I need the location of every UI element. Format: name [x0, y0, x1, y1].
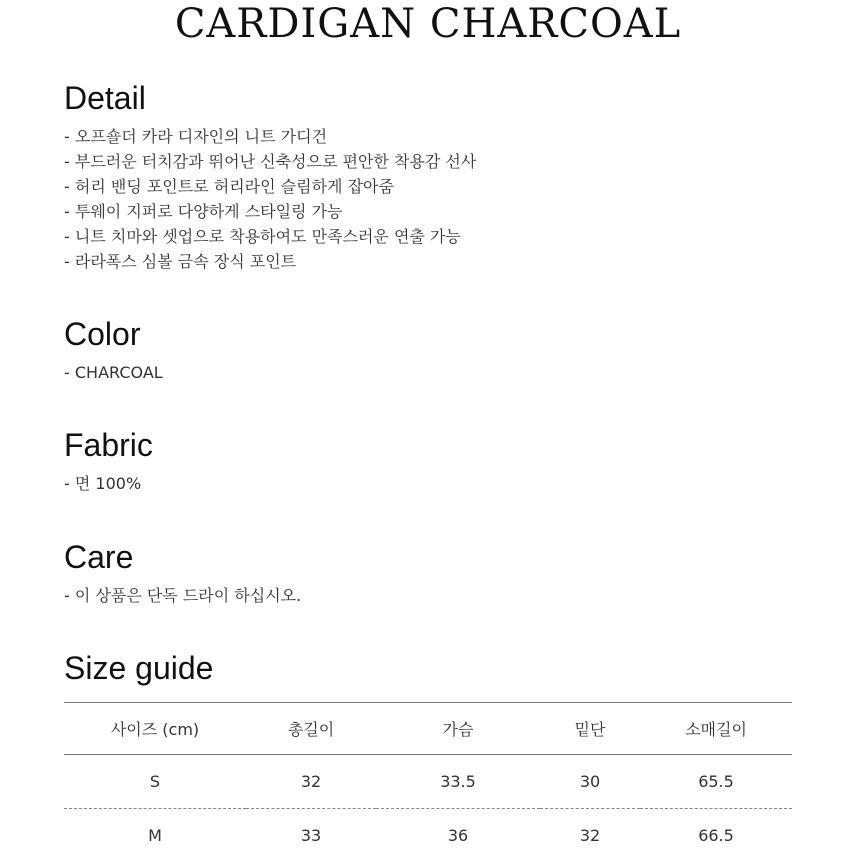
detail-item: - 라라폭스 심볼 금속 장식 포인트 [64, 252, 297, 271]
size-table-body [64, 755, 792, 863]
care-heading: Care [64, 539, 134, 575]
table-cell-chest: 36 [447, 826, 469, 846]
detail-heading: Detail [64, 80, 146, 116]
table-cell-size: M [148, 826, 162, 846]
color-section [64, 316, 804, 385]
fabric-list [64, 471, 804, 496]
care-item: - 이 상품은 단독 드라이 하십시오. [64, 586, 302, 605]
table-row [64, 755, 792, 809]
detail-item: - 니트 치마와 셋업으로 착용하여도 만족스러운 연출 가능 [64, 227, 461, 246]
fabric-section [64, 427, 804, 496]
detail-item: - 투웨이 지퍼로 다양하게 스타일링 가능 [64, 202, 343, 221]
detail-item: - 허리 밴딩 포인트로 허리라인 슬림하게 잡아줌 [64, 177, 394, 196]
column-header-chest: 가슴 [376, 703, 540, 755]
fabric-heading: Fabric [64, 427, 153, 463]
detail-section [64, 80, 804, 274]
table-cell-size: S [64, 755, 246, 809]
table-cell-hem: 30 [540, 755, 640, 809]
table-cell-chest: 33.5 [376, 755, 540, 809]
table-cell-total-length: 32 [246, 755, 376, 809]
column-header-total-length: 총길이 [246, 703, 376, 755]
table-cell-total-length: 33 [300, 826, 322, 846]
fabric-item: - 면 100% [64, 474, 142, 493]
detail-list [64, 124, 804, 274]
column-header-sleeve-length: 소매길이 [640, 703, 792, 755]
table-cell-sleeve-length: 65.5 [640, 755, 792, 809]
care-list [64, 583, 804, 608]
color-item: - CHARCOAL [64, 363, 163, 382]
size-table-header [64, 703, 792, 755]
size-guide-section [64, 650, 804, 694]
size-table-header-row [64, 703, 792, 755]
care-section [64, 539, 804, 608]
product-title: CARDIGAN CHARCOAL [174, 1, 682, 47]
column-header-size: 사이즈 (cm) [64, 703, 246, 755]
detail-item: - 오프숄더 카라 디자인의 니트 가디건 [64, 127, 328, 146]
color-list [64, 360, 804, 385]
column-header-hem: 밑단 [540, 703, 640, 755]
detail-item: - 부드러운 터치감과 뛰어난 신축성으로 편안한 착용감 선사 [64, 152, 477, 171]
size-table [64, 702, 792, 863]
table-cell-sleeve-length: 66.5 [698, 826, 734, 846]
table-cell-hem: 32 [579, 826, 601, 846]
table-row [64, 809, 792, 863]
color-heading: Color [64, 316, 141, 352]
size-guide-heading: Size guide [64, 650, 214, 686]
